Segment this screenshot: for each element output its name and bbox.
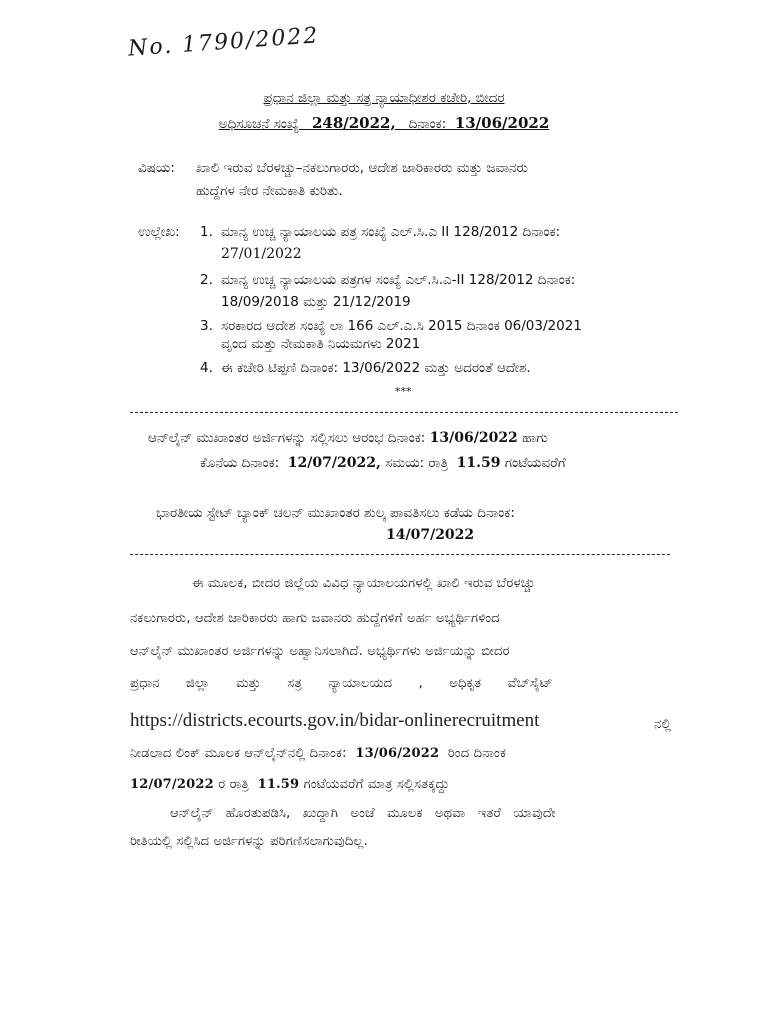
reference-1-line-2: 27/01/2022 (221, 246, 302, 262)
handwritten-number: No. 1790/2022 (127, 23, 321, 62)
reference-1-number: 1. (200, 224, 213, 240)
notification-line (0, 114, 768, 132)
reference-3-line-2: ವೃಂದ ಮತ್ತು ನೇಮಕಾತಿ ನಿಯಮಗಳು 2021 (221, 336, 421, 352)
online-and: ಹಾಗು (522, 430, 548, 446)
online-last-line (200, 455, 566, 471)
body-p1-line-7-text-b: ಗಂಟೆಯವರೆಗೆ ಮಾತ್ರ ಸಲ್ಲಿಸತಕ್ಕದ್ದು (303, 777, 450, 792)
online-last-label: ಕೊನೆಯ ದಿನಾಂಕ: (200, 455, 280, 471)
body-p1-line-6-text-b: ರಿಂದ ದಿನಾಂಕ (447, 746, 507, 761)
dashed-divider-bottom (130, 554, 670, 555)
reference-2-number: 2. (200, 272, 213, 288)
dashed-divider-top (130, 412, 678, 413)
body-p1-line-6 (130, 746, 506, 761)
body-p1-line-7-date: 12/07/2022 (130, 777, 214, 792)
notification-label: ಅಧಿಸೂಚನೆ ಸಂಖ್ಯೆ (218, 116, 300, 132)
recruitment-url[interactable]: https://districts.ecourts.gov.in/bidar-onlinerecruitment (130, 710, 540, 731)
fee-date: 14/07/2022 (386, 527, 475, 543)
online-start-line (148, 430, 548, 446)
online-time: 11.59 (456, 455, 501, 471)
online-start-date: 13/06/2022 (429, 430, 518, 446)
fee-label: ಭಾರತೀಯ ಸ್ಟೇಟ್ ಬ್ಯಾಂಕ್ ಚಲನ್ ಮುಖಾಂತರ ಶುಲ್ಕ ಪಾವತಿಸಲು ಕಡೆಯ ದಿನಾಂಕ: (156, 505, 515, 521)
reference-4-line-1: ಈ ಕಚೇರಿ ಟಿಪ್ಪಣಿ ದಿನಾಂಕ: 13/06/2022 ಮತ್ತು ಅದರಂತೆ ಆದೇಶ. (221, 360, 531, 376)
body-p1-line-3: ಆನ್‌ಲೈನ್ ಮುಖಾಂತರ ಅರ್ಜಿಗಳನ್ನು ಅಹ್ವಾನಿಸಲಾಗಿದೆ. ಅಭ್ಯರ್ಥಿಗಳು ಅರ್ಜಿಯನ್ನು ಬೀದರ (130, 644, 510, 659)
reference-3-line-1: ಸರಕಾರದ ಆದೇಶ ಸಂಖ್ಯೆ ಲಾ 166 ಎಲ್.ಎ.ಸಿ 2015 ದಿನಾಂಕ 06/03/2021 (221, 318, 582, 334)
date-label: ದಿನಾಂಕ: (408, 116, 447, 132)
notification-date: 13/06/2022 (454, 114, 550, 132)
body-p1-line-7-text-a: ರ ರಾತ್ರಿ (218, 777, 249, 792)
online-time-label: ಸಮಯ: ರಾತ್ರಿ (385, 455, 449, 471)
office-title: ಪ್ರಧಾನ ಜಿಲ್ಲಾ ಮತ್ತು ಸತ್ರ ನ್ಯಾಯಾಧೀಶರ ಕಚೇರಿ, ಬೀದರ (263, 90, 505, 106)
reference-3-number: 3. (200, 318, 213, 334)
reference-4-number: 4. (200, 360, 213, 376)
references-label: ಉಲ್ಲೇಖ: (138, 224, 180, 240)
body-p1-line-4: ಪ್ರಧಾನ ಜಿಲ್ಲಾ ಮತ್ತು ಸತ್ರ ನ್ಯಾಯಾಲಯದ , ಅಧಿಕೃತ ವೆಬ್‌ಸೈಟ್ (130, 676, 553, 691)
online-last-date: 12/07/2022, (287, 455, 381, 471)
online-until: ಗಂಟೆಯವರೆಗೆ (504, 455, 566, 471)
body-p2-line-2: ರೀತಿಯಲ್ಲಿ ಸಲ್ಲಿಸಿದ ಅರ್ಜಿಗಳನ್ನು ಪರಿಗಣಿಸಲಾಗುವುದಿಲ್ಲ. (130, 834, 368, 849)
reference-2-line-1: ಮಾನ್ಯ ಉಚ್ಚ ನ್ಯಾಯಾಲಯ ಪತ್ರಗಳ ಸಂಖ್ಯೆ ಎಲ್.ಸಿ.ಎ-II 128/2012 ದಿನಾಂಕ: (221, 272, 576, 288)
separator-stars: *** (395, 385, 412, 398)
body-p1-line-1: ಈ ಮೂಲಕ, ಬೀದರ ಜಿಲ್ಲೆಯ ವಿವಿಧ ನ್ಯಾಯಾಲಯಗಳಲ್ಲಿ ಖಾಲಿ ಇರುವ ಬೆರಳಚ್ಚು (192, 576, 536, 591)
body-p1-line-6-date: 13/06/2022 (355, 746, 440, 761)
body-p1-line-6-text-a: ನೀಡಲಾದ ಲಿಂಕ್ ಮೂಲಕ ಆನ್‌ಲೈನ್‌ನಲ್ಲಿ ದಿನಾಂಕ: (130, 746, 347, 761)
reference-2-line-2: 18/09/2018 ಮತ್ತು 21/12/2019 (221, 294, 411, 310)
url-suffix: ನಲ್ಲಿ (654, 717, 672, 732)
subject-label: ವಿಷಯ: (138, 160, 175, 176)
body-p1-line-7 (130, 777, 449, 792)
reference-1-line-1: ಮಾನ್ಯ ಉಚ್ಚ ನ್ಯಾಯಾಲಯ ಪತ್ರ ಸಂಖ್ಯೆ ಎಲ್.ಸಿ.ಎ II 128/2012 ದಿನಾಂಕ: (221, 224, 561, 240)
body-p1-line-7-time: 11.59 (257, 777, 300, 792)
body-p1-line-2: ನಕಲುಗಾರರು, ಆದೇಶ ಜಾರಿಕಾರರು ಹಾಗು ಜವಾನರು ಹುದ್ದೆಗಳಿಗೆ ಅರ್ಹ ಅಭ್ಯರ್ಥಿಗಳಿಂದ (130, 611, 500, 626)
online-start-label: ಆನ್‌ಲೈನ್ ಮುಖಾಂತರ ಅರ್ಜಿಗಳನ್ನು ಸಲ್ಲಿಸಲು ಆರಂಭ ದಿನಾಂಕ: (148, 430, 426, 446)
subject-line-2: ಹುದ್ದೆಗಳ ನೇರ ನೇಮಕಾತಿ ಕುರಿತು. (196, 183, 343, 199)
body-p2-line-1: ಆನ್‌ಲೈನ್ ಹೊರತುಪಡಿಸಿ, ಖುದ್ದಾಗಿ ಅಂಚೆ ಮೂಲಕ ಅಥವಾ ಇತರೆ ಯಾವುದೇ (170, 806, 556, 821)
notification-number: 248/2022, (311, 114, 396, 132)
subject-line-1: ಖಾಲಿ ಇರುವ ಬೆರಳಚ್ಚು–ನಕಲುಗಾರರು, ಆದೇಶ ಜಾರಿಕಾರರು ಮತ್ತು ಜವಾನರು (196, 160, 528, 176)
